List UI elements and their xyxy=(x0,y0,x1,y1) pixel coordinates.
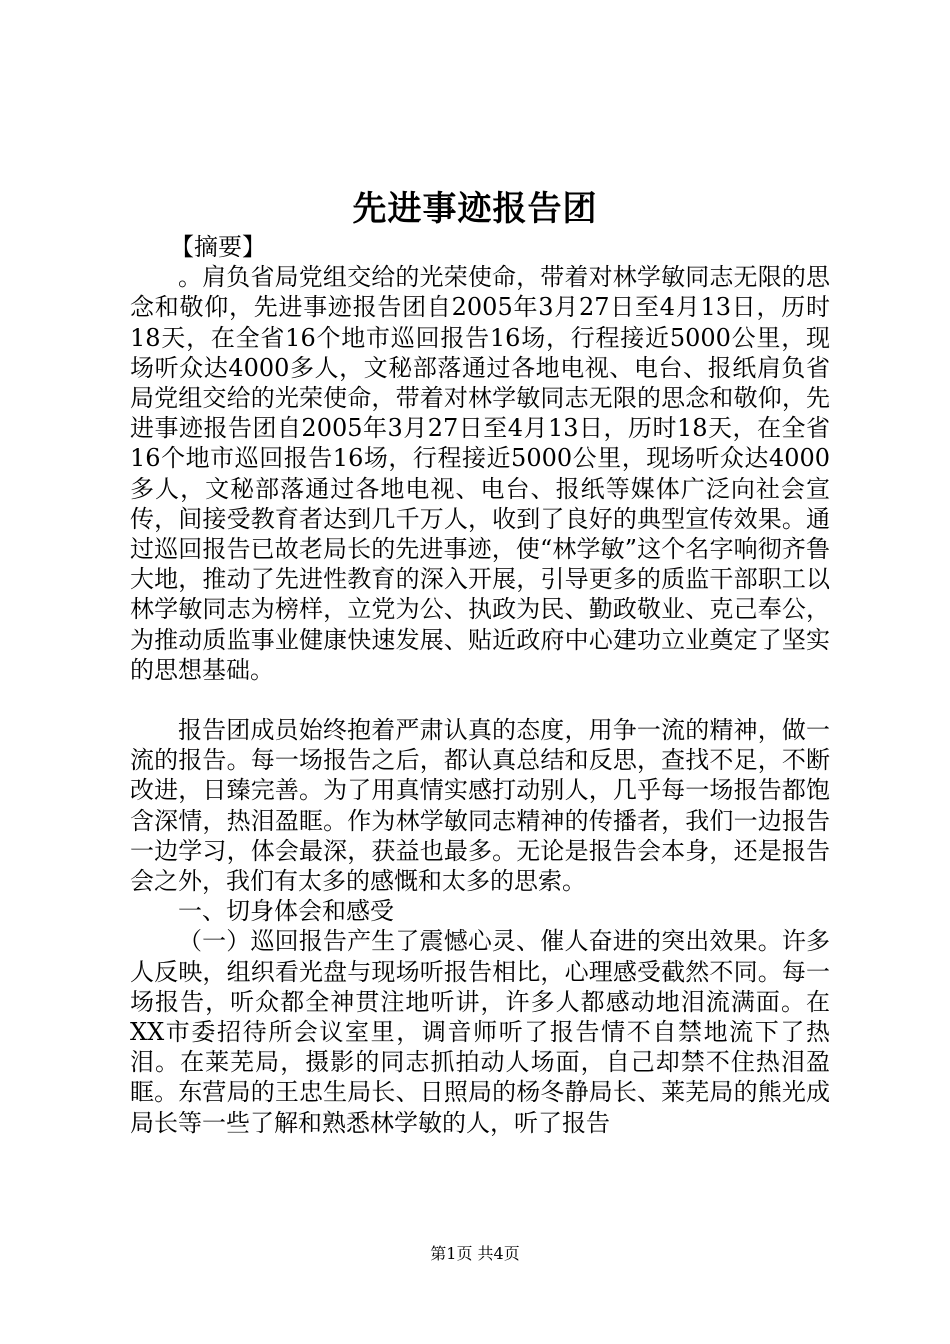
section-heading: 一、切身体会和感受 xyxy=(178,897,394,926)
abstract-label: 【摘要】 xyxy=(170,233,266,261)
document-body xyxy=(130,232,830,1138)
document-title: 先进事迹报告团 xyxy=(352,189,598,229)
body-paragraph: 报告团成员始终抱着严肃认真的态度，用争一流的精神，做一流的报告。每一场报告之后，都认真总结和反思，查找不足，不断改进，日臻完善。为了用真情实感打动别人，几乎每一场报告都饱含深情，热泪盈眶。作为林学敏同志精神的传播者，我们一边报告一边学习，体会最深，获益也最多。无论是报告会本身，还是报告会之外，我们有太多的感慨和太多的思索。 xyxy=(130,716,830,896)
body-paragraph: （一）巡回报告产生了震憾心灵、催人奋进的突出效果。许多人反映，组织看光盘与现场听报告相比，心理感受截然不同。每一场报告，听众都全神贯注地听讲，许多人都感动地泪流满面。在XX市委招待所会议室里，调音师听了报告情不自禁地流下了热泪。在莱芜局，摄影的同志抓拍动人场面，自己却禁不住热泪盈眶。东营局的王忠生局长、日照局的杨冬静局长、莱芜局的熊光成局长等一些了解和熟悉林学敏的人，听了报告 xyxy=(130,927,830,1137)
abstract-paragraph: 。肩负省局党组交给的光荣使命，带着对林学敏同志无限的思念和敬仰，先进事迹报告团自2005年3月27日至4月13日，历时18天，在全省16个地市巡回报告16场，行程接近5000公里，现场听众达4000多人，文秘部落通过各地电视、电台、报纸肩负省局党组交给的光荣使命，带着对林学敏同志无限的思念和敬仰，先进事迹报告团自2005年3月27日至4月13日，历时18天，在全省16个地市巡回报告16场，行程接近5000公里，现场听众达4000多人，文秘部落通过各地电视、电台、报纸等媒体广泛向社会宣传，间接受教育者达到几千万人，收到了良好的典型宣传效果。通过巡回报告已故老局长的先进事迹，使“林学敏”这个名字响彻齐鲁大地，推动了先进性教育的深入开展，引导更多的质监干部职工以林学敏同志为榜样，立党为公、执政为民、勤政敬业、克己奉公，为推动质监事业健康快速发展、贴近政府中心建功立业奠定了坚实的思想基础。 xyxy=(130,263,830,684)
page-footer: 第1页 共4页 xyxy=(430,1244,520,1263)
